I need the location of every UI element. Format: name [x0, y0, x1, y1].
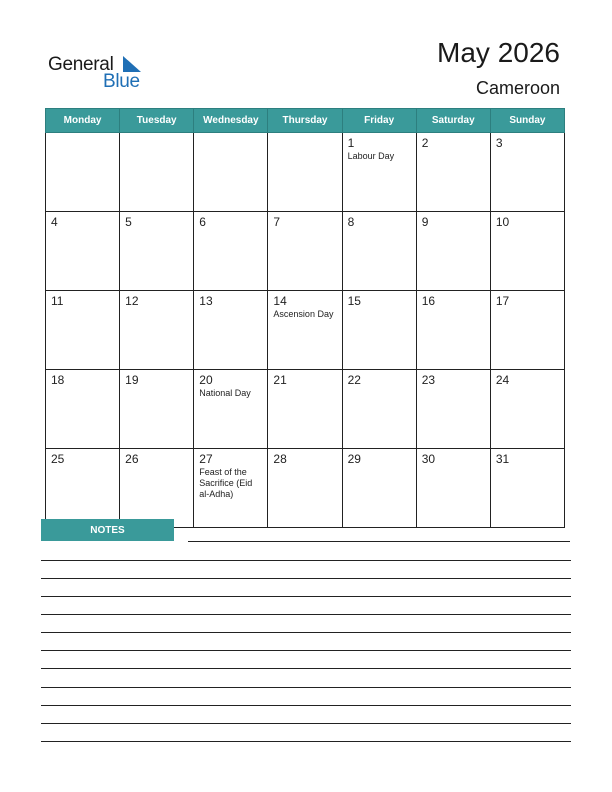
- note-line: [41, 560, 571, 561]
- day-cell: [120, 212, 194, 291]
- day-cell: [46, 370, 120, 449]
- day-number: 11: [51, 294, 64, 308]
- week-row: [46, 133, 565, 212]
- note-line: [41, 723, 571, 724]
- holiday-label: Ascension Day: [273, 309, 334, 319]
- day-cell: [342, 133, 416, 212]
- day-number: 2: [421, 136, 429, 150]
- day-cell: [194, 449, 268, 528]
- day-cell: [490, 291, 564, 370]
- weekday-header: Monday: [46, 109, 120, 133]
- day-number: 28: [273, 452, 287, 466]
- day-number: 24: [495, 373, 510, 387]
- day-cell: [416, 133, 490, 212]
- day-number: 30: [421, 452, 436, 466]
- logo-text-blue: Blue: [103, 71, 140, 92]
- day-cell: [268, 449, 342, 528]
- note-line: [41, 741, 571, 742]
- day-number: 7: [273, 215, 281, 229]
- day-number: 5: [125, 215, 132, 229]
- day-number: 8: [347, 215, 355, 229]
- day-cell: [120, 291, 194, 370]
- weekday-header: Sunday: [490, 109, 564, 133]
- week-row: [46, 370, 565, 449]
- day-cell: [120, 133, 194, 212]
- day-cell: [120, 449, 194, 528]
- weekday-header: Thursday: [268, 109, 342, 133]
- day-number: 25: [51, 452, 65, 466]
- day-number: 23: [421, 373, 436, 387]
- day-cell: [490, 449, 564, 528]
- weekday-header: Saturday: [416, 109, 490, 133]
- day-number: 14: [273, 294, 287, 308]
- day-cell: [416, 449, 490, 528]
- weekday-header: Friday: [342, 109, 416, 133]
- day-number: 10: [495, 215, 510, 229]
- day-number: 26: [125, 452, 139, 466]
- day-cell: [416, 212, 490, 291]
- day-number: 31: [495, 452, 510, 466]
- week-row: [46, 449, 565, 528]
- day-cell: [490, 212, 564, 291]
- day-cell: [194, 133, 268, 212]
- weekday-header: Tuesday: [120, 109, 194, 133]
- day-number: 17: [495, 294, 510, 308]
- day-cell: [268, 133, 342, 212]
- logo-text-general: General: [48, 54, 114, 75]
- day-cell: [194, 370, 268, 449]
- day-number: 16: [421, 294, 436, 308]
- day-cell: [194, 291, 268, 370]
- day-number: 13: [199, 294, 213, 308]
- day-number: 27: [199, 452, 213, 466]
- weekday-header: Wednesday: [194, 109, 268, 133]
- day-number: 6: [199, 215, 206, 229]
- day-cell: [120, 370, 194, 449]
- day-number: 9: [421, 215, 429, 229]
- day-number: 1: [347, 136, 355, 150]
- holiday-label: National Day: [199, 388, 251, 398]
- notes-header: NOTES: [41, 519, 174, 541]
- day-cell: [268, 370, 342, 449]
- day-cell: [268, 212, 342, 291]
- holiday-label: Labour Day: [347, 151, 395, 161]
- day-number: 29: [347, 452, 361, 466]
- day-cell: [46, 291, 120, 370]
- calendar-grid: [45, 108, 565, 528]
- day-cell: [416, 370, 490, 449]
- note-line: [41, 650, 571, 651]
- note-line: [41, 578, 571, 579]
- day-number: 4: [51, 215, 58, 229]
- note-line: [41, 614, 571, 615]
- week-row: [46, 291, 565, 370]
- holiday-label: Feast of the Sacrifice (Eid al-Adha): [199, 467, 253, 499]
- note-line: [41, 687, 571, 688]
- day-cell: [268, 291, 342, 370]
- note-line: [41, 668, 571, 669]
- day-number: 18: [51, 373, 65, 387]
- day-cell: [490, 370, 564, 449]
- note-line: [188, 541, 570, 542]
- day-number: 3: [495, 136, 503, 150]
- note-line: [41, 705, 571, 706]
- day-cell: [490, 133, 564, 212]
- day-number: 21: [273, 373, 287, 387]
- day-cell: [342, 449, 416, 528]
- day-cell: [46, 212, 120, 291]
- calendar-body: [46, 133, 565, 528]
- day-cell: [194, 212, 268, 291]
- day-cell: [46, 133, 120, 212]
- day-cell: [342, 370, 416, 449]
- weekday-header-row: [46, 109, 565, 133]
- day-cell: [416, 291, 490, 370]
- day-cell: [342, 291, 416, 370]
- day-cell: [342, 212, 416, 291]
- day-number: 19: [125, 373, 139, 387]
- day-number: 22: [347, 373, 361, 387]
- day-number: 20: [199, 373, 213, 387]
- country-label: Cameroon: [475, 78, 560, 98]
- week-row: [46, 212, 565, 291]
- day-cell: [46, 449, 120, 528]
- day-number: 12: [125, 294, 139, 308]
- generalblue-logo: [48, 52, 158, 92]
- day-number: 15: [347, 294, 361, 308]
- page-title: May 2026: [437, 37, 560, 68]
- note-line: [41, 596, 571, 597]
- note-line: [41, 632, 571, 633]
